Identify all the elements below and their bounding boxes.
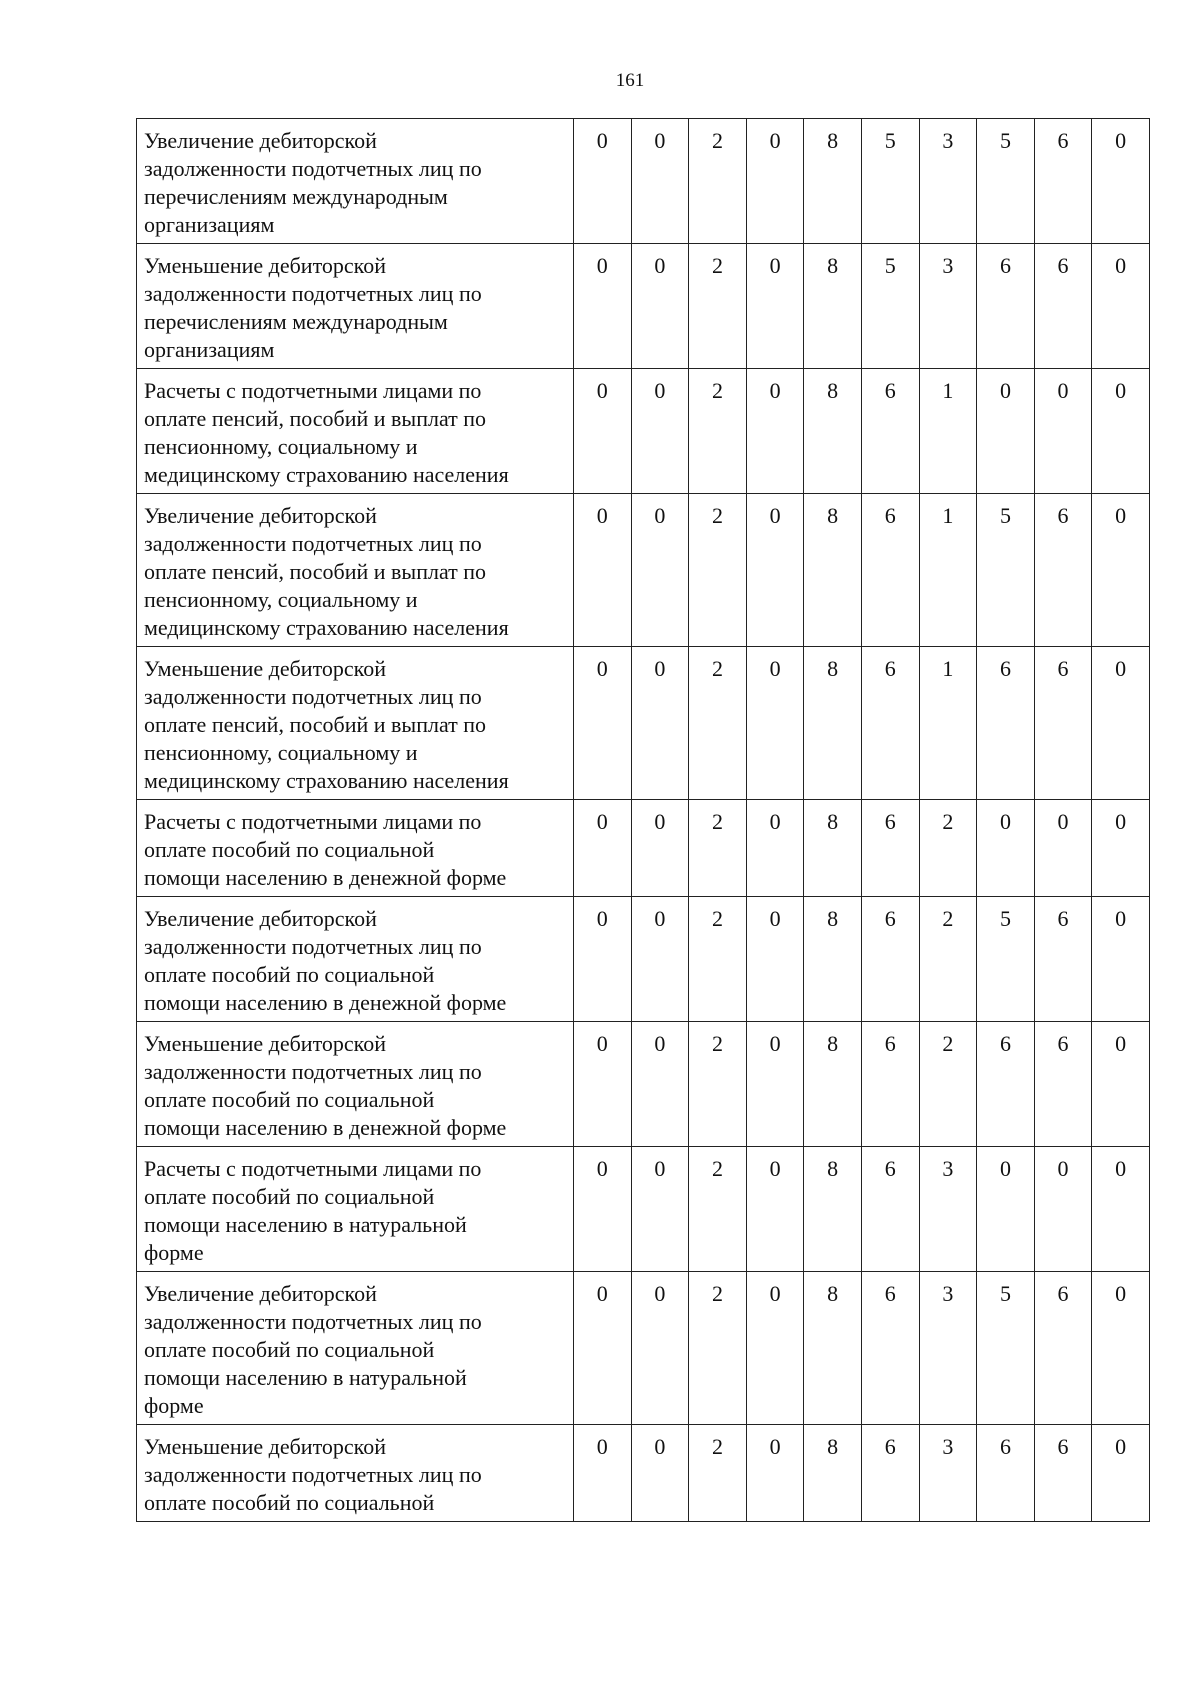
code-digit-cell: 0: [1092, 1147, 1150, 1272]
code-digit-cell: 8: [804, 647, 862, 800]
code-digit-cell: 6: [861, 1272, 919, 1425]
code-digit-cell: 6: [977, 1425, 1035, 1522]
account-code-table: [136, 118, 1150, 1522]
code-digit-cell: 6: [1034, 897, 1092, 1022]
code-digit-cell: 5: [977, 1272, 1035, 1425]
code-digit-cell: 0: [1092, 897, 1150, 1022]
table-row: [137, 494, 1150, 647]
code-digit-cell: 2: [689, 1272, 747, 1425]
code-digit-cell: 5: [977, 119, 1035, 244]
code-digit-cell: 0: [574, 1022, 632, 1147]
code-digit-cell: 0: [574, 119, 632, 244]
code-digit-cell: 0: [746, 1147, 804, 1272]
code-digit-cell: 0: [746, 1272, 804, 1425]
code-digit-cell: 6: [1034, 119, 1092, 244]
code-digit-cell: 1: [919, 647, 977, 800]
row-description: Увеличение дебиторской задолженности подотчетных лиц по оплате пенсий, пособий и выплат по пенсионному, социальному и медицинскому страхованию населения: [137, 494, 574, 647]
code-digit-cell: 5: [861, 244, 919, 369]
table-row: [137, 800, 1150, 897]
code-digit-cell: 0: [631, 494, 689, 647]
code-digit-cell: 0: [574, 897, 632, 1022]
code-digit-cell: 2: [689, 800, 747, 897]
code-digit-cell: 0: [1034, 800, 1092, 897]
code-digit-cell: 5: [977, 494, 1035, 647]
code-digit-cell: 6: [861, 647, 919, 800]
code-digit-cell: 3: [919, 1147, 977, 1272]
code-digit-cell: 2: [689, 244, 747, 369]
code-digit-cell: 0: [574, 369, 632, 494]
code-digit-cell: 1: [919, 369, 977, 494]
code-digit-cell: 6: [1034, 1022, 1092, 1147]
code-digit-cell: 0: [631, 119, 689, 244]
code-digit-cell: 0: [746, 647, 804, 800]
page-number: 161: [615, 70, 645, 91]
code-digit-cell: 0: [746, 1425, 804, 1522]
code-digit-cell: 0: [1034, 1147, 1092, 1272]
code-digit-cell: 0: [746, 244, 804, 369]
code-digit-cell: 6: [861, 494, 919, 647]
code-digit-cell: 0: [631, 1425, 689, 1522]
code-digit-cell: 0: [631, 369, 689, 494]
row-description: Расчеты с подотчетными лицами по оплате пособий по социальной помощи населению в натуральной форме: [137, 1147, 574, 1272]
code-digit-cell: 0: [1092, 1022, 1150, 1147]
code-digit-cell: 0: [1092, 1272, 1150, 1425]
code-digit-cell: 0: [746, 369, 804, 494]
code-digit-cell: 2: [689, 897, 747, 1022]
code-digit-cell: 0: [631, 1022, 689, 1147]
row-description: Увеличение дебиторской задолженности подотчетных лиц по перечислениям международным организациям: [137, 119, 574, 244]
row-description: Увеличение дебиторской задолженности подотчетных лиц по оплате пособий по социальной помощи населению в денежной форме: [137, 897, 574, 1022]
code-digit-cell: 1: [919, 494, 977, 647]
code-digit-cell: 8: [804, 1022, 862, 1147]
code-digit-cell: 6: [977, 647, 1035, 800]
table-body: [137, 119, 1150, 1522]
code-digit-cell: 0: [977, 800, 1035, 897]
code-digit-cell: 0: [746, 897, 804, 1022]
table-row: [137, 897, 1150, 1022]
code-digit-cell: 2: [689, 119, 747, 244]
code-digit-cell: 0: [1092, 800, 1150, 897]
row-description: Уменьшение дебиторской задолженности подотчетных лиц по оплате пенсий, пособий и выплат по пенсионному, социальному и медицинскому страхованию населения: [137, 647, 574, 800]
code-digit-cell: 0: [1092, 119, 1150, 244]
row-description: Уменьшение дебиторской задолженности подотчетных лиц по оплате пособий по социальной помощи населению в денежной форме: [137, 1022, 574, 1147]
code-digit-cell: 6: [861, 800, 919, 897]
code-digit-cell: 5: [861, 119, 919, 244]
code-digit-cell: 6: [861, 1147, 919, 1272]
code-digit-cell: 2: [689, 1425, 747, 1522]
code-digit-cell: 0: [1034, 369, 1092, 494]
code-digit-cell: 6: [861, 369, 919, 494]
code-digit-cell: 0: [574, 1147, 632, 1272]
code-digit-cell: 2: [689, 1147, 747, 1272]
code-digit-cell: 0: [574, 244, 632, 369]
code-digit-cell: 2: [689, 494, 747, 647]
code-digit-cell: 5: [977, 897, 1035, 1022]
code-digit-cell: 6: [977, 1022, 1035, 1147]
table-row: [137, 647, 1150, 800]
code-digit-cell: 0: [1092, 494, 1150, 647]
row-description: Увеличение дебиторской задолженности подотчетных лиц по оплате пособий по социальной помощи населению в натуральной форме: [137, 1272, 574, 1425]
code-digit-cell: 0: [574, 800, 632, 897]
code-digit-cell: 8: [804, 119, 862, 244]
code-digit-cell: 0: [977, 369, 1035, 494]
code-digit-cell: 0: [746, 494, 804, 647]
code-digit-cell: 6: [1034, 1425, 1092, 1522]
code-digit-cell: 6: [1034, 647, 1092, 800]
code-digit-cell: 6: [861, 1425, 919, 1522]
code-digit-cell: 2: [689, 369, 747, 494]
code-digit-cell: 8: [804, 800, 862, 897]
row-description: Расчеты с подотчетными лицами по оплате пенсий, пособий и выплат по пенсионному, социальному и медицинскому страхованию населения: [137, 369, 574, 494]
table-row: [137, 1147, 1150, 1272]
code-digit-cell: 0: [1092, 647, 1150, 800]
code-digit-cell: 0: [574, 1272, 632, 1425]
code-digit-cell: 0: [631, 647, 689, 800]
code-digit-cell: 6: [861, 1022, 919, 1147]
code-digit-cell: 8: [804, 1272, 862, 1425]
code-digit-cell: 0: [631, 1272, 689, 1425]
code-digit-cell: 2: [919, 897, 977, 1022]
code-digit-cell: 0: [574, 647, 632, 800]
code-digit-cell: 3: [919, 119, 977, 244]
code-digit-cell: 8: [804, 897, 862, 1022]
code-digit-cell: 0: [746, 800, 804, 897]
code-digit-cell: 8: [804, 1147, 862, 1272]
table-row: [137, 1425, 1150, 1522]
code-digit-cell: 2: [919, 800, 977, 897]
code-digit-cell: 8: [804, 494, 862, 647]
code-digit-cell: 0: [631, 244, 689, 369]
code-digit-cell: 2: [919, 1022, 977, 1147]
code-digit-cell: 0: [631, 897, 689, 1022]
code-digit-cell: 0: [746, 119, 804, 244]
code-digit-cell: 0: [1092, 244, 1150, 369]
code-digit-cell: 2: [689, 1022, 747, 1147]
table-row: [137, 369, 1150, 494]
code-digit-cell: 0: [574, 1425, 632, 1522]
code-digit-cell: 0: [746, 1022, 804, 1147]
code-digit-cell: 6: [1034, 244, 1092, 369]
code-digit-cell: 2: [689, 647, 747, 800]
code-digit-cell: 0: [1092, 1425, 1150, 1522]
code-digit-cell: 3: [919, 1272, 977, 1425]
code-digit-cell: 8: [804, 244, 862, 369]
code-digit-cell: 6: [1034, 1272, 1092, 1425]
code-digit-cell: 6: [861, 897, 919, 1022]
code-digit-cell: 8: [804, 369, 862, 494]
code-digit-cell: 3: [919, 1425, 977, 1522]
table-row: [137, 1272, 1150, 1425]
code-digit-cell: 0: [1092, 369, 1150, 494]
table-row: [137, 119, 1150, 244]
row-description: Расчеты с подотчетными лицами по оплате пособий по социальной помощи населению в денежной форме: [137, 800, 574, 897]
code-digit-cell: 6: [977, 244, 1035, 369]
row-description: Уменьшение дебиторской задолженности подотчетных лиц по перечислениям международным организациям: [137, 244, 574, 369]
code-digit-cell: 8: [804, 1425, 862, 1522]
code-digit-cell: 0: [631, 1147, 689, 1272]
code-digit-cell: 0: [977, 1147, 1035, 1272]
code-digit-cell: 0: [631, 800, 689, 897]
code-digit-cell: 3: [919, 244, 977, 369]
table-row: [137, 244, 1150, 369]
code-digit-cell: 6: [1034, 494, 1092, 647]
row-description: Уменьшение дебиторской задолженности подотчетных лиц по оплате пособий по социальной: [137, 1425, 574, 1522]
code-digit-cell: 0: [574, 494, 632, 647]
table-row: [137, 1022, 1150, 1147]
